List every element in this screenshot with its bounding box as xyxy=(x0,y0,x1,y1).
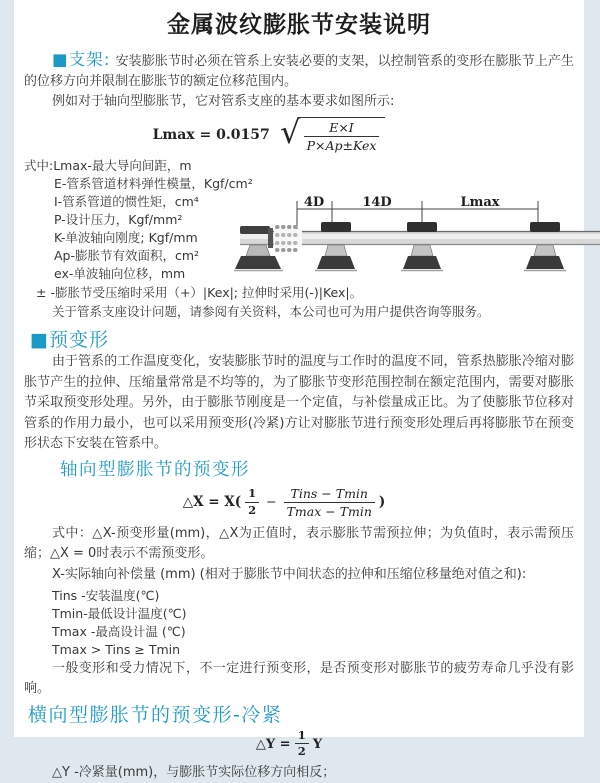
one-half-fraction xyxy=(295,729,309,760)
axial-formula-suffix: ) xyxy=(378,493,386,510)
dim-label-14d: 14D xyxy=(362,195,392,210)
guide-support-1 xyxy=(315,222,357,271)
minus-operator: − xyxy=(266,493,277,509)
half-denominator: 2 xyxy=(297,744,306,759)
predeform-paragraph: 由于管系的工作温度变化，安装膨胀节时的温度与工作时的温度不同，管系热膨胀冷缩对膨胀节产生的拉伸、压缩量常常是不均等的，为了膨胀节变形范围控制在额定范围内，需要对膨胀节采取预变形处理。另外，由于膨胀节刚度是一个定值，与补偿量成正比。为了使膨胀节位移对管系的作用力最小，也可以采用预变形(冷紧)方让对膨胀节进行预变形处理后再将膨胀节在预变形状态下安装在管系中。 xyxy=(24,354,574,451)
lateral-formula-prefix: △Y = xyxy=(255,736,291,752)
support-heading-label: 支架: xyxy=(68,50,111,69)
lmax-formula xyxy=(24,113,514,153)
section-marker-icon: ■ xyxy=(52,50,69,69)
section-marker-icon: ■ xyxy=(30,329,49,351)
lmax-fraction-numerator: E×I xyxy=(304,120,380,137)
sqrt-icon: √ xyxy=(280,113,301,151)
temp-tmax: Tmax -最高设计温 (℃) xyxy=(52,623,186,639)
definition-row xyxy=(24,157,574,175)
definition-i: I-管系管道的惯性矩，cm⁴ xyxy=(54,194,199,209)
lateral-subsection-heading: 横向型膨胀节的预变形-冷紧 xyxy=(28,703,283,726)
temp-inequality: Tmax > Tins ≥ Tmin xyxy=(52,641,181,657)
plus-minus-note: ± -膨胀节受压缩时采用（+）|Kex|; 拉伸时采用(-)|Kex|。 xyxy=(36,285,363,300)
temperature-fraction-numerator: Tins − Tmin xyxy=(284,486,375,503)
document-page xyxy=(14,0,584,781)
half-numerator: 1 xyxy=(245,487,259,503)
one-half-fraction xyxy=(245,487,259,518)
axial-note: 一般变形和受力情况下，不一定进行预变形，是否预变形对膨胀节的疲劳寿命几乎没有影响。 xyxy=(24,660,574,696)
definition-p: P-设计压力，Kgf/mm² xyxy=(54,212,183,227)
axial-formula-prefix: △X = X( xyxy=(182,493,242,510)
definition-k: K-单波轴向刚度; Kgf/mm xyxy=(54,230,198,245)
support-intro-text: 安装膨胀节时必须在管系上安装必要的支架，以控制管系的变形在膨胀节上产生的位移方向并限制在膨胀节的额定位移范围内。 xyxy=(24,54,574,89)
support-intro-paragraph xyxy=(24,50,574,92)
where-label: 式中: xyxy=(24,158,54,173)
dim-label-4d: 4D xyxy=(303,195,325,210)
temperature-fraction xyxy=(284,486,375,519)
half-denominator: 2 xyxy=(248,502,257,517)
predeform-heading-label: 预变形 xyxy=(48,329,109,351)
lateral-formula xyxy=(24,729,554,760)
bellows-icon xyxy=(274,227,302,250)
support-example-line: 例如对于轴向型膨胀节，它对管系支座的基本要求如图所示: xyxy=(52,94,395,109)
temp-tins: Tins -安装温度(℃) xyxy=(52,587,160,603)
lmax-fraction xyxy=(304,120,380,153)
radicand xyxy=(298,117,386,153)
axial-where-paragraph: 式中：△X-预变形量(mm)，△X为正值时，表示膨胀节需预拉伸；为负值时，表示需预压缩；△X = 0时表示不需预变形。 xyxy=(24,525,574,561)
predeform-section-heading xyxy=(30,328,574,352)
support-section-heading xyxy=(52,50,110,69)
guide-support-3 xyxy=(524,222,566,271)
half-numerator: 1 xyxy=(295,729,309,745)
lateral-formula-suffix: Y xyxy=(312,736,323,752)
axial-formula xyxy=(24,486,544,519)
pipe-support-diagram xyxy=(240,194,600,289)
definition-e: E-管系管道材料弹性模量，Kgf/cm² xyxy=(54,176,253,191)
axial-x-note: X-实际轴向补偿量 (mm) (相对于膨胀节中间状态的拉伸和压缩位移量绝对值之和): xyxy=(52,566,527,582)
temperature-definitions xyxy=(24,587,574,659)
dim-label-lmax: Lmax xyxy=(460,195,500,210)
axial-subsection-heading: 轴向型膨胀节的预变形 xyxy=(60,459,250,480)
temp-tmin: Tmin-最低设计温度(℃) xyxy=(52,605,187,621)
radical-expression xyxy=(280,113,385,153)
lmax-fraction-denominator: P×Ap±Kex xyxy=(306,138,377,153)
temperature-fraction-denominator: Tmax − Tmin xyxy=(286,503,372,519)
lmax-formula-prefix: Lmax = 0.0157 xyxy=(152,127,270,143)
guide-support-2 xyxy=(401,222,443,271)
definition-ex: ex-单波轴向位移，mm xyxy=(54,266,186,281)
lateral-note: △Y -冷紧量(mm)，与膨胀节实际位移方向相反； xyxy=(52,765,336,781)
consult-note: 关于管系支座设计问题，请参阅有关资料，本公司也可为用户提供咨询等服务。 xyxy=(52,304,490,319)
definition-ap: Ap-膨胀节有效面积，cm² xyxy=(54,248,200,263)
page-title: 金属波纹膨胀节安装说明 xyxy=(167,12,431,38)
definition-lmax: Lmax-最大导向间距，m xyxy=(53,158,192,173)
